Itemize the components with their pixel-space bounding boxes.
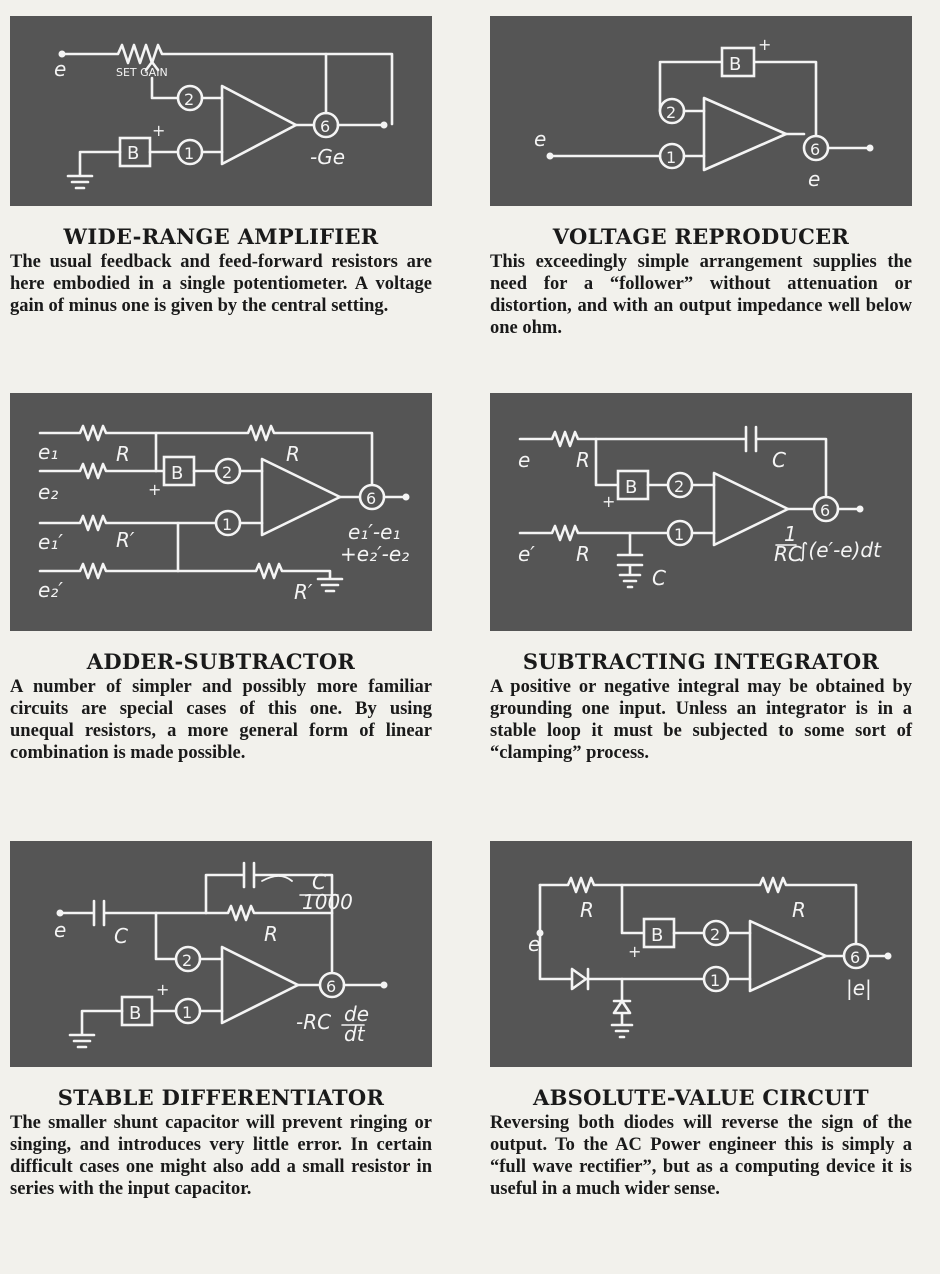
label-plus: + [628, 942, 642, 961]
label-box-b: B [651, 925, 664, 946]
label-box-b: B [625, 477, 638, 498]
label-n1: 1 [222, 515, 233, 534]
card-voltage-reproducer [490, 16, 912, 339]
desc-adder-subtractor: A number of simpler and possibly more familiar circuits are special cases of this one. By using unequal resistors, a more general form of linear combination is made possible. [10, 677, 432, 763]
card-stable-differentiator [10, 841, 432, 1200]
label-plus: + [602, 492, 616, 511]
label-rp1: R′ [116, 528, 135, 552]
label-out-den: RC [774, 542, 802, 566]
label-e: e [528, 932, 541, 956]
label-out-num: de [344, 1002, 369, 1026]
label-c2: C [652, 566, 666, 590]
label-ep: e′ [518, 542, 535, 566]
label-plus: + [152, 121, 166, 140]
label-e2: e₂ [38, 480, 59, 504]
label-n1: 1 [710, 971, 721, 990]
label-plus: + [148, 480, 162, 499]
label-n6: 6 [326, 977, 337, 996]
diagram-absolute-value-circuit [490, 841, 912, 1067]
label-out1: e₁′-e₁ [348, 520, 401, 544]
diagram-wide-range-amplifier [10, 16, 432, 206]
label-n6: 6 [850, 948, 861, 967]
label-n6: 6 [320, 117, 331, 136]
label-plus: + [156, 980, 170, 999]
card-adder-subtractor [10, 393, 432, 764]
label-n6: 6 [366, 489, 377, 508]
label-n2: 2 [666, 103, 677, 122]
label-output-e: e [808, 167, 821, 191]
title-wide-range-amplifier: WIDE-RANGE AMPLIFIER [63, 224, 379, 249]
desc-absolute-value-circuit: Reversing both diodes will reverse the sign of the output. To the AC Power engineer this is simply a “full wave rectifier”, but as a computing device it is useful in a much wider sense. [490, 1113, 912, 1199]
label-out-pre: -RC [296, 1010, 332, 1034]
label-n6: 6 [810, 140, 821, 159]
label-e1: e₁ [38, 440, 59, 464]
label-r1: R [580, 898, 594, 922]
card-wide-range-amplifier [10, 16, 432, 317]
label-n2: 2 [674, 477, 685, 496]
label-n2: 2 [184, 90, 195, 109]
label-n1: 1 [674, 525, 685, 544]
label-rp2: R′ [294, 580, 313, 604]
label-r2: R [286, 442, 300, 466]
label-r: R [264, 922, 278, 946]
label-e1p: e₁′ [38, 530, 63, 554]
label-input-e: e [54, 57, 67, 81]
desc-stable-differentiator: The smaller shunt capacitor will prevent ringing or singing, and introduces very little error. In certain difficult cases one might also add a small resistor in series with the input capacitor. [10, 1113, 432, 1199]
label-box-b: B [171, 463, 184, 484]
diagram-subtracting-integrator [490, 393, 912, 631]
label-n1: 1 [666, 148, 677, 167]
label-n2: 2 [710, 925, 721, 944]
label-cf-den: 1000 [302, 890, 353, 914]
diagram-voltage-reproducer [490, 16, 912, 206]
label-box-b: B [729, 54, 742, 75]
label-n6: 6 [820, 501, 831, 520]
desc-voltage-reproducer: This exceedingly simple arrangement supplies the need for a “follower” without attenuation or distortion, and with an output impedance well below one ohm. [490, 252, 912, 338]
desc-wide-range-amplifier: The usual feedback and feed-forward resistors are here embodied in a single potentiometer. A voltage gain of minus one is given by the central setting. [10, 252, 432, 316]
label-out-den: dt [344, 1022, 365, 1046]
label-r2: R [576, 542, 590, 566]
label-plus: + [758, 35, 772, 54]
label-e: e [54, 918, 67, 942]
diagram-stable-differentiator [10, 841, 432, 1067]
label-e: e [518, 448, 531, 472]
label-n1: 1 [182, 1003, 193, 1022]
label-e2p: e₂′ [38, 578, 63, 602]
label-n2: 2 [222, 463, 233, 482]
diagram-adder-subtractor [10, 393, 432, 631]
title-subtracting-integrator: SUBTRACTING INTEGRATOR [522, 649, 880, 674]
label-c: C [114, 924, 128, 948]
card-subtracting-integrator [490, 393, 912, 764]
desc-subtracting-integrator: A positive or negative integral may be obtained by grounding one input. Unless an integrator is in a stable loop it must be subjected to some sort of “clamping” process. [490, 677, 912, 763]
label-c1: C [772, 448, 786, 472]
label-cf-num: C [312, 870, 326, 894]
label-n1: 1 [184, 144, 195, 163]
label-box-b: B [129, 1003, 142, 1024]
card-absolute-value-circuit [490, 841, 912, 1200]
label-out-num: 1 [784, 522, 797, 546]
label-input-e: e [534, 127, 547, 151]
label-out: |e| [846, 976, 872, 1000]
label-r1: R [116, 442, 130, 466]
title-absolute-value-circuit: ABSOLUTE-VALUE CIRCUIT [533, 1085, 869, 1110]
label-r1: R [576, 448, 590, 472]
label-box-b: B [127, 143, 140, 164]
label-out-int: ∫(e′-e)dt [798, 538, 881, 562]
label-output: -Ge [310, 145, 346, 169]
title-adder-subtractor: ADDER-SUBTRACTOR [86, 649, 356, 674]
title-voltage-reproducer: VOLTAGE REPRODUCER [552, 224, 850, 249]
label-out2: +e₂′-e₂ [340, 542, 410, 566]
label-set-gain: SET GAIN [116, 66, 168, 79]
label-n2: 2 [182, 951, 193, 970]
title-stable-differentiator: STABLE DIFFERENTIATOR [57, 1085, 385, 1110]
label-r2: R [792, 898, 806, 922]
